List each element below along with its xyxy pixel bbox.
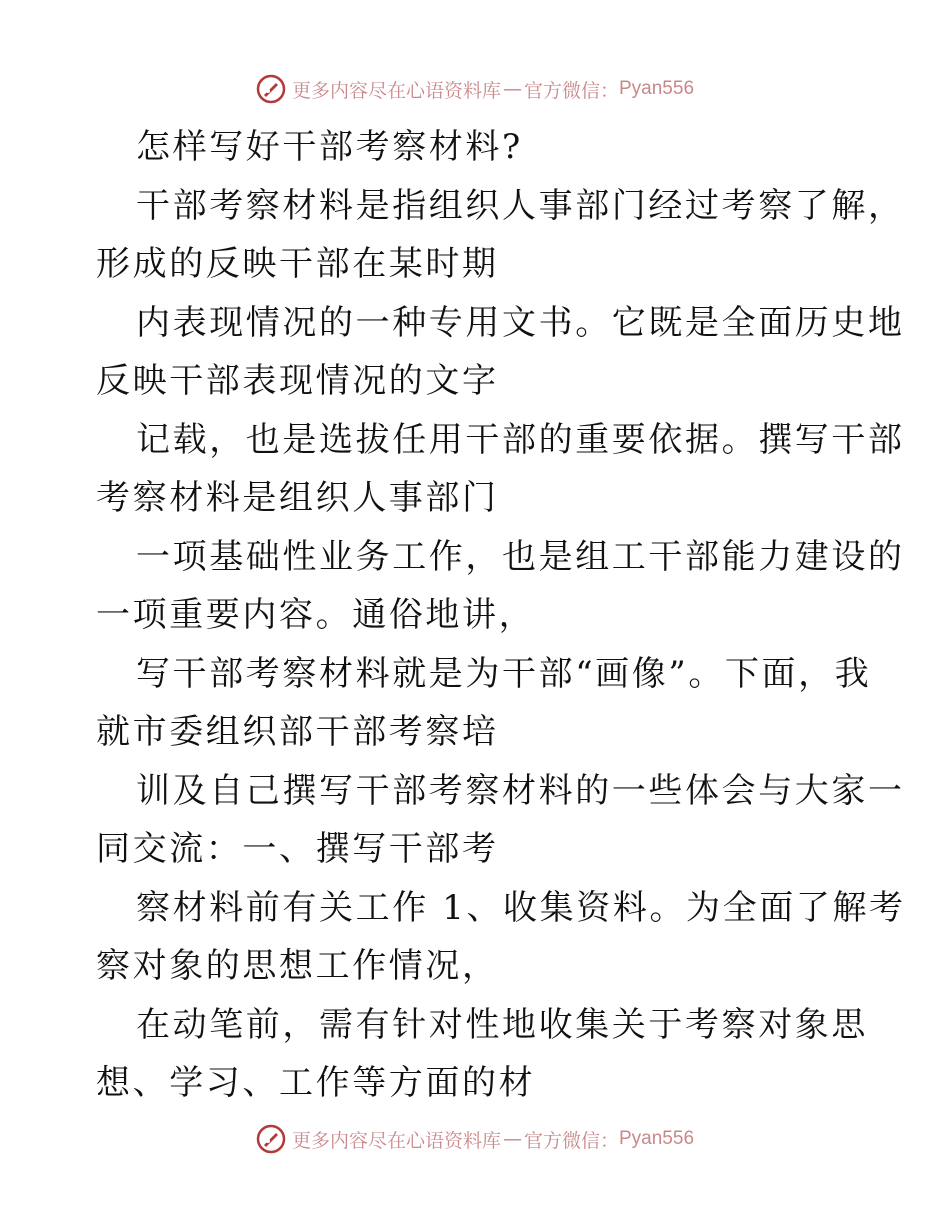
text-line: 记载，也是选拔任用干部的重要依据。撰写干部 xyxy=(136,419,905,460)
text-line: 一项基础性业务工作，也是组工干部能力建设的 xyxy=(136,536,905,577)
text-line: 在动笔前，需有针对性地收集关于考察对象思 xyxy=(136,1004,868,1045)
text-line: 想、学习、工作等方面的材 xyxy=(96,1063,536,1103)
text-line: 察对象的思想工作情况， xyxy=(96,946,499,986)
text-line: 反映干部表现情况的文字 xyxy=(96,361,499,401)
page-footer-watermark xyxy=(0,1122,950,1156)
watermark-account-label: 官方微信： xyxy=(523,79,619,102)
watermark-main-text: 更多内容尽在心语资料库 xyxy=(291,79,501,102)
watermark-separator: — xyxy=(502,78,522,100)
text-line: 同交流：一、撰写干部考 xyxy=(96,829,499,869)
text-line: 写干部考察材料就是为干部“画像”。下面，我 xyxy=(136,653,872,694)
watermark-account-label: 官方微信： xyxy=(523,1129,619,1152)
text-line: 训及自己撰写干部考察材料的一些体会与大家一 xyxy=(136,770,905,811)
text-line: 怎样写好干部考察材料? xyxy=(136,127,523,167)
text-line: 就市委组织部干部考察培 xyxy=(96,712,499,752)
text-line: 一项重要内容。通俗地讲， xyxy=(96,595,536,635)
watermark-account-id: Pyan556 xyxy=(619,78,695,99)
quill-logo-icon xyxy=(256,74,286,104)
text-line: 察材料前有关工作 1、收集资料。为全面了解考 xyxy=(136,887,906,928)
text-line: 形成的反映干部在某时期 xyxy=(96,244,499,284)
watermark-account-id: Pyan556 xyxy=(619,1128,695,1149)
quill-logo-icon xyxy=(256,1124,286,1154)
text-line: 内表现情况的一种专用文书。它既是全面历史地 xyxy=(136,302,905,343)
text-line: 考察材料是组织人事部门 xyxy=(96,478,499,518)
text-line: 干部考察材料是指组织人事部门经过考察了解， xyxy=(136,185,905,226)
watermark-separator: — xyxy=(502,1128,522,1150)
document-body xyxy=(96,118,906,1113)
page-header-watermark xyxy=(0,72,950,106)
watermark-main-text: 更多内容尽在心语资料库 xyxy=(291,1129,501,1152)
